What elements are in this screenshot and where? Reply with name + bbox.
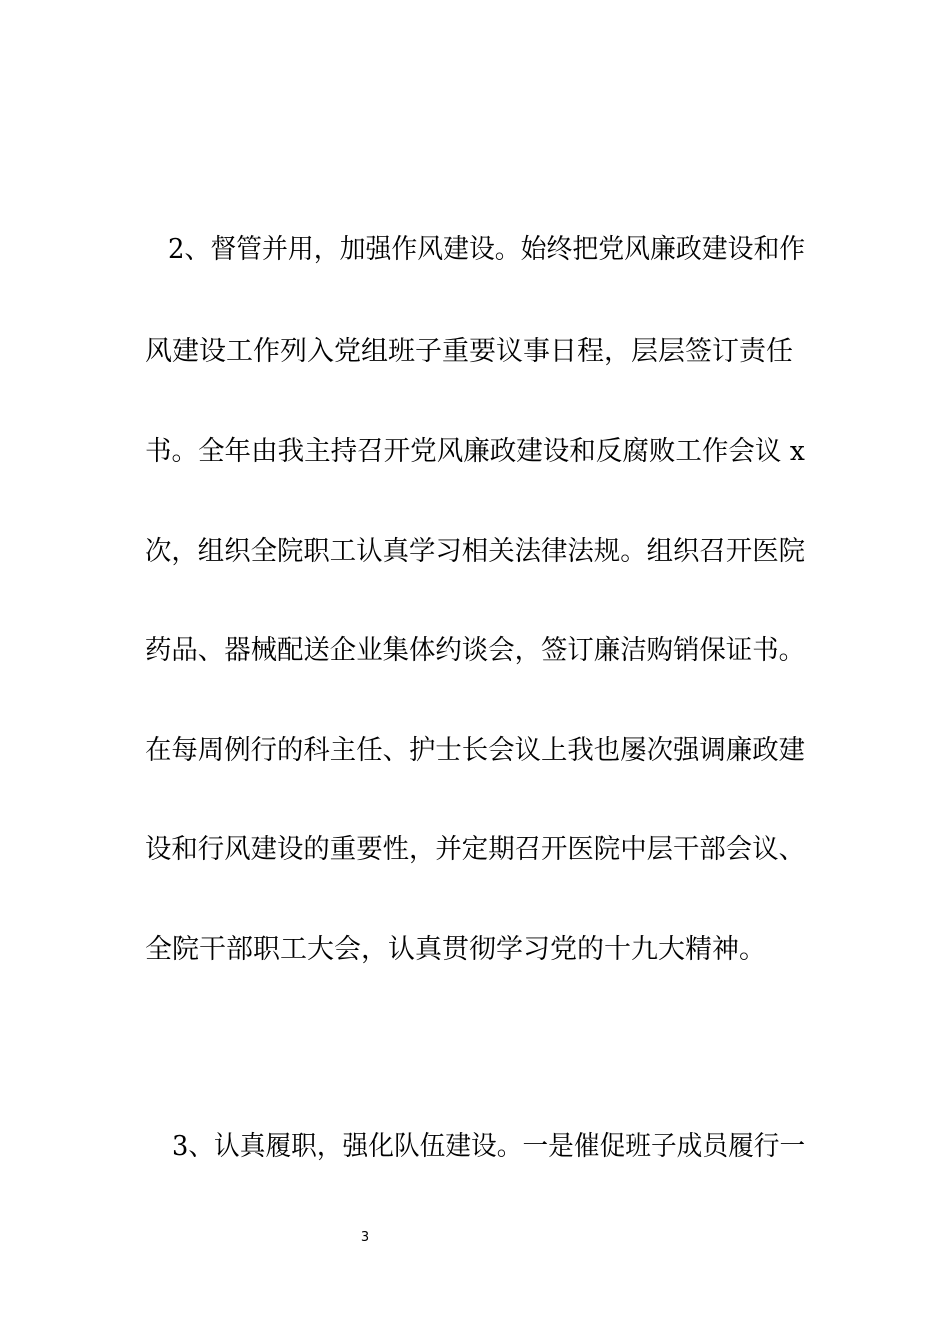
text-line: 次，组织全院职工认真学习相关法律法规。组织召开医院 [145, 536, 805, 567]
text-line: 书。全年由我主持召开党风廉政建设和反腐败工作会议 x [145, 436, 805, 467]
text-line: 全院干部职工大会，认真贯彻学习党的十九大精神。 [145, 934, 766, 965]
page-number: 3 [360, 1230, 370, 1245]
text-line: 风建设工作列入党组班子重要议事日程，层层签订责任 [145, 336, 793, 367]
text-line: 2、督管并用，加强作风建设。始终把党风廉政建设和作 [168, 234, 806, 265]
text-line: 药品、器械配送企业集体约谈会，签订廉洁购销保证书。 [145, 635, 805, 666]
text-line: 设和行风建设的重要性，并定期召开医院中层干部会议、 [145, 834, 805, 865]
text-line: 在每周例行的科主任、护士长会议上我也屡次强调廉政建 [145, 735, 805, 766]
text-line: 3、认真履职，强化队伍建设。一是催促班子成员履行一 [172, 1131, 806, 1162]
